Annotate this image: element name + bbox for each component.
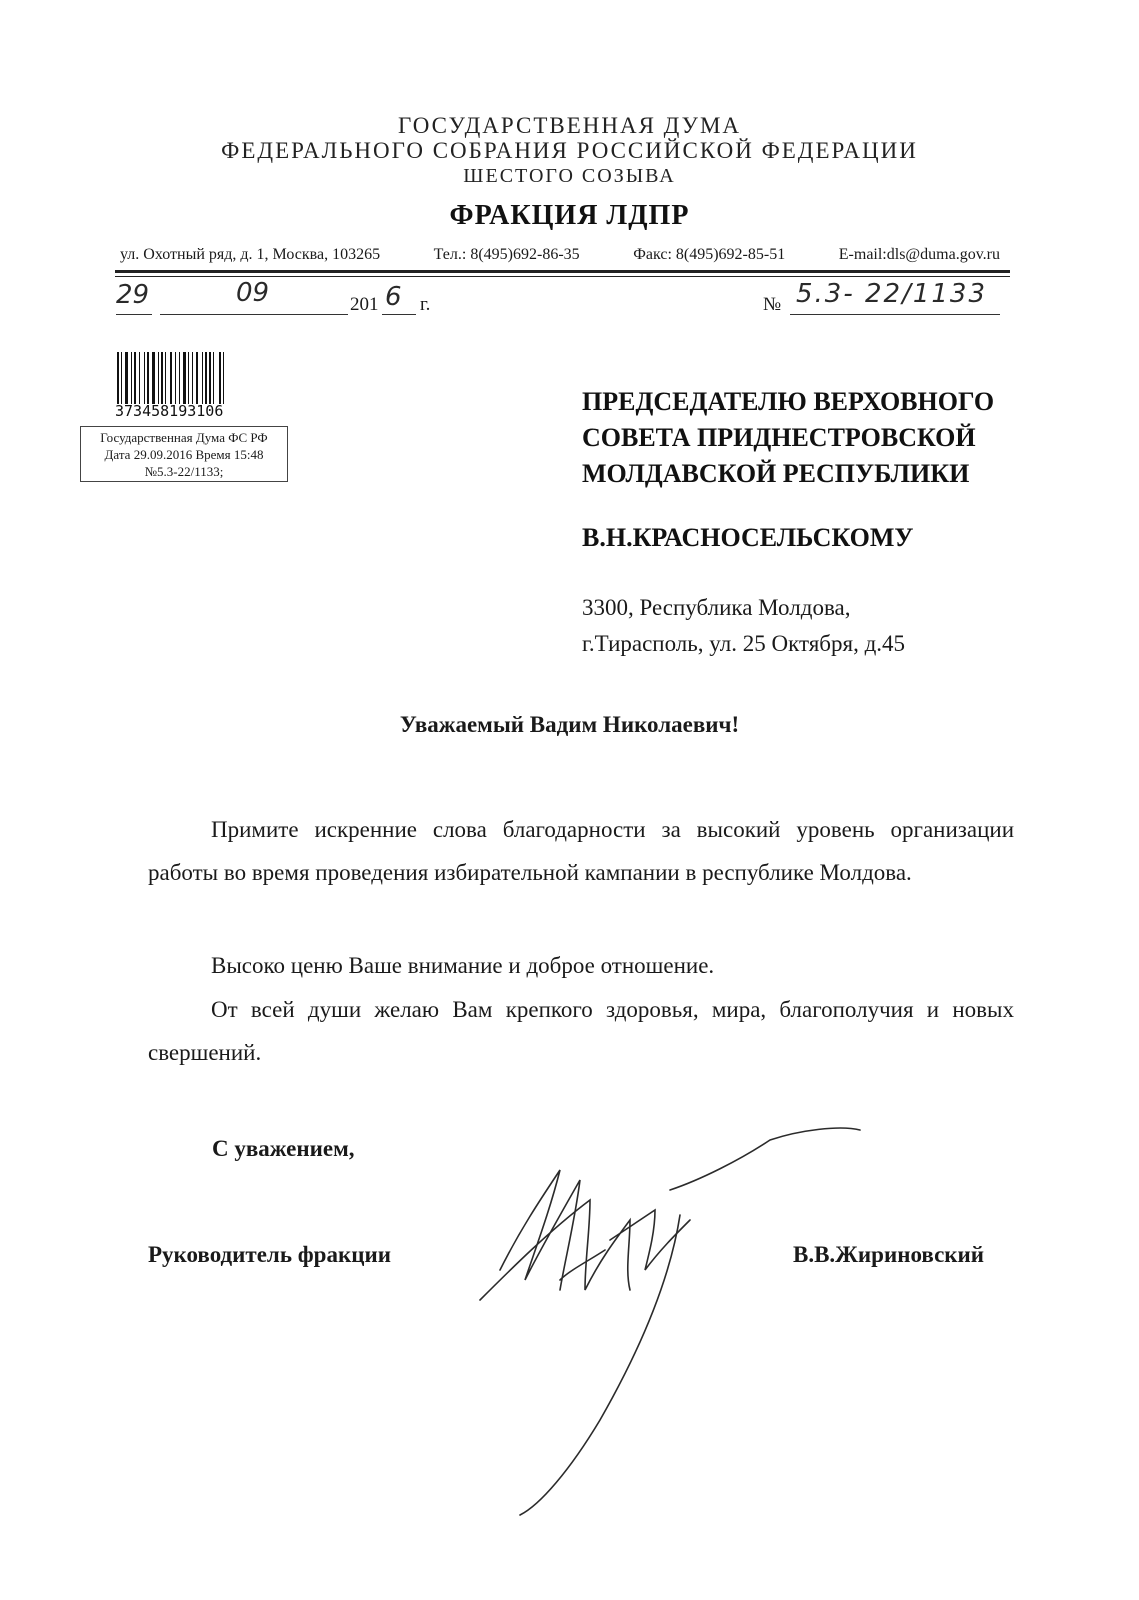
doc-number-sign: № <box>763 294 782 315</box>
addressee-address-line2: г.Тирасполь, ул. 25 Октября, д.45 <box>582 631 906 656</box>
header-line-federal-assembly: ФЕДЕРАЛЬНОГО СОБРАНИЯ РОССИЙСКОЙ ФЕДЕРАЦИИ <box>221 138 918 163</box>
addressee-title-line3: МОЛДАВСКОЙ РЕСПУБЛИКИ <box>582 459 970 488</box>
registration-stamp <box>80 426 288 482</box>
addressee-address-line1: 3300, Республика Молдова, <box>582 595 851 620</box>
body-paragraph-1: Примите искренние слова благодарности за высокий уровень организации работы во время проведения избирательной кампании в республике Молдова. <box>148 817 1014 885</box>
addressee-title-line2: СОВЕТА ПРИДНЕСТРОВСКОЙ <box>582 423 976 452</box>
barcode-bar <box>192 352 193 404</box>
barcode-bar <box>170 352 172 404</box>
header-address: ул. Охотный ряд, д. 1, Москва, 103265 <box>120 246 381 263</box>
header-phone: Тел.: 8(495)692-86-35 <box>433 246 580 263</box>
date-year-unit: г. <box>420 294 431 315</box>
closing-regards: С уважением, <box>212 1136 355 1161</box>
header-line-duma: ГОСУДАРСТВЕННАЯ ДУМА <box>398 113 741 138</box>
header-rule-thick <box>115 270 1010 273</box>
barcode-bar <box>183 352 186 404</box>
salutation: Уважаемый Вадим Николаевич! <box>399 712 740 737</box>
barcode-bar <box>158 352 159 404</box>
barcode-bar <box>147 352 149 404</box>
header-contacts <box>120 246 1000 264</box>
barcode-bar <box>152 352 155 404</box>
header-email: E-mail:dls@duma.gov.ru <box>838 246 1000 263</box>
body-paragraph-2: Высоко ценю Ваше внимание и доброе отношение. <box>211 953 715 978</box>
stamp-line-registrar: Государственная Дума ФС РФ <box>100 430 268 445</box>
barcode-bar <box>175 352 176 404</box>
barcode-bar <box>121 352 122 404</box>
date-day: 29 <box>116 280 150 310</box>
barcode-bar <box>117 352 119 404</box>
barcode-bar <box>205 352 207 404</box>
addressee-name: В.Н.КРАСНОСЕЛЬСКОМУ <box>582 523 914 552</box>
doc-number-underline <box>790 314 1000 315</box>
barcode-bar <box>219 352 221 404</box>
barcode-bar <box>209 352 211 404</box>
barcode-bar <box>165 352 166 404</box>
barcode-bar <box>223 352 224 404</box>
header-organization: ФРАКЦИЯ ЛДПР <box>449 200 690 231</box>
barcode-bar <box>131 352 132 404</box>
date-month-underline <box>160 314 348 315</box>
barcode-bar <box>202 352 203 404</box>
doc-number-value: 5.3- 22/1133 <box>796 279 988 309</box>
barcode-bar <box>188 352 189 404</box>
date-month: 09 <box>236 278 270 308</box>
signature-icon <box>440 1120 880 1520</box>
barcode-bar <box>161 352 163 404</box>
barcode <box>101 352 301 422</box>
stamp-line-datetime: Дата 29.09.2016 Время 15:48 <box>104 447 264 462</box>
closing-position: Руководитель фракции <box>148 1242 391 1267</box>
barcode-number: 373458193106 <box>115 402 224 420</box>
addressee-title-line1: ПРЕДСЕДАТЕЛЮ ВЕРХОВНОГО <box>582 387 995 416</box>
barcode-bar <box>213 352 214 404</box>
barcode-bar <box>196 352 198 404</box>
barcode-bar <box>139 352 140 404</box>
date-year-prefix: 201 <box>350 294 379 315</box>
barcode-bar <box>134 352 136 404</box>
date-year-suffix: 6 <box>385 282 402 312</box>
stamp-line-number: №5.3-22/1133; <box>144 464 224 479</box>
header-line-convocation: ШЕСТОГО СОЗЫВА <box>463 165 676 187</box>
header-rule-thin <box>115 276 1010 277</box>
header-fax: Факс: 8(495)692-85-51 <box>633 246 786 263</box>
barcode-bar <box>144 352 145 404</box>
closing-signatory: В.В.Жириновский <box>793 1242 985 1267</box>
date-day-underline <box>116 314 152 315</box>
barcode-bar <box>125 352 128 404</box>
body-paragraph-3: От всей души желаю Вам крепкого здоровья, мира, благополучия и новых свершений. <box>148 997 1014 1065</box>
date-year-underline <box>382 314 416 315</box>
barcode-bar <box>179 352 180 404</box>
